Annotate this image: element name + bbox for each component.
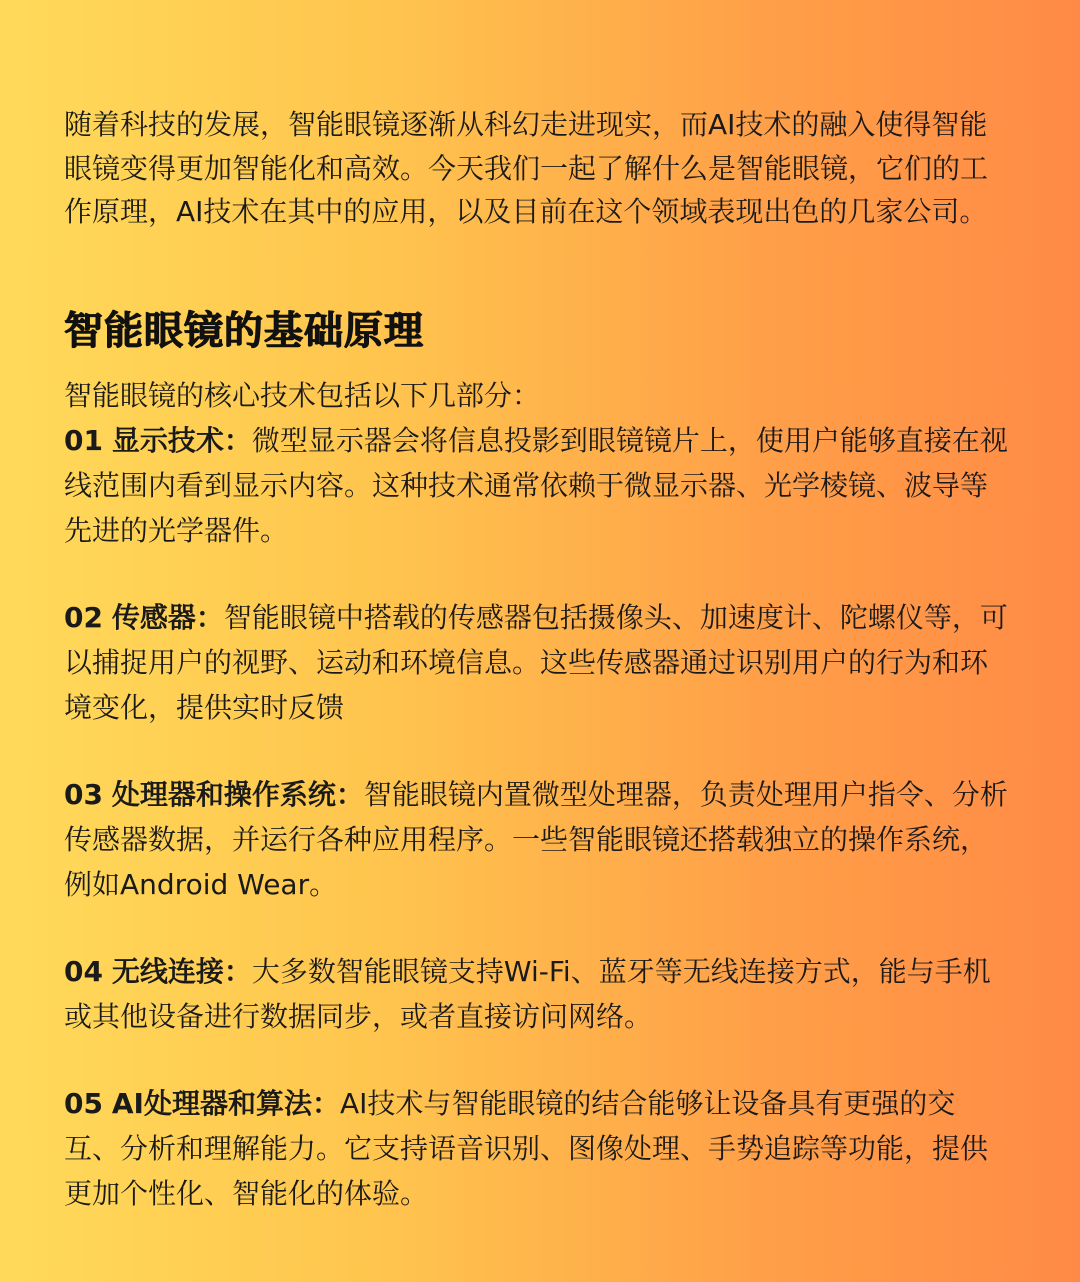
- list-item: [64, 1081, 1009, 1216]
- section-lead: 智能眼镜的核心技术包括以下几部分：: [64, 378, 541, 412]
- item-text: AI技术与智能眼镜的结合能够让设备具有更强的交互、分析和理解能力。它支持语音识别、图像处理、手势追踪等功能，提供更加个性化、智能化的体验。: [64, 1086, 989, 1210]
- item-label: 传感器：: [111, 600, 224, 634]
- item-text: 智能眼镜内置微型处理器，负责处理用户指令、分析传感器数据，并运行各种应用程序。一些智能眼镜还搭载独立的操作系统，例如Android Wear。: [64, 777, 1008, 901]
- list-item: [64, 949, 1009, 1039]
- item-number: 01: [64, 423, 103, 457]
- item-label: 显示技术：: [111, 423, 252, 457]
- list-item: [64, 418, 1009, 553]
- item-number: 02: [64, 600, 103, 634]
- item-number: 03: [64, 777, 103, 811]
- list-item: [64, 595, 1009, 730]
- item-label: 处理器和操作系统：: [111, 777, 364, 811]
- intro-paragraph: 随着科技的发展，智能眼镜逐渐从科幻走进现实，而AI技术的融入使得智能眼镜变得更加智能化和高效。今天我们一起了解什么是智能眼镜，它们的工作原理，AI技术在其中的应用，以及目前在这个领域表现出色的几家公司。: [64, 108, 989, 228]
- principle-list: [64, 418, 1016, 1216]
- item-text: 大多数智能眼镜支持Wi-Fi、蓝牙等无线连接方式，能与手机或其他设备进行数据同步，或者直接访问网络。: [64, 954, 991, 1033]
- item-number: 04: [64, 954, 103, 988]
- section-title: 智能眼镜的基础原理: [64, 308, 425, 354]
- item-label: 无线连接：: [111, 954, 252, 988]
- item-number: 05: [64, 1086, 103, 1120]
- list-item: [64, 772, 1009, 907]
- item-text: 微型显示器会将信息投影到眼镜镜片上，使用户能够直接在视线范围内看到显示内容。这种技术通常依赖于微显示器、光学棱镜、波导等先进的光学器件。: [64, 423, 1008, 547]
- item-text: 智能眼镜中搭载的传感器包括摄像头、加速度计、陀螺仪等，可以捕捉用户的视野、运动和环境信息。这些传感器通过识别用户的行为和环境变化，提供实时反馈: [64, 600, 1008, 724]
- item-label: AI处理器和算法：: [111, 1086, 340, 1120]
